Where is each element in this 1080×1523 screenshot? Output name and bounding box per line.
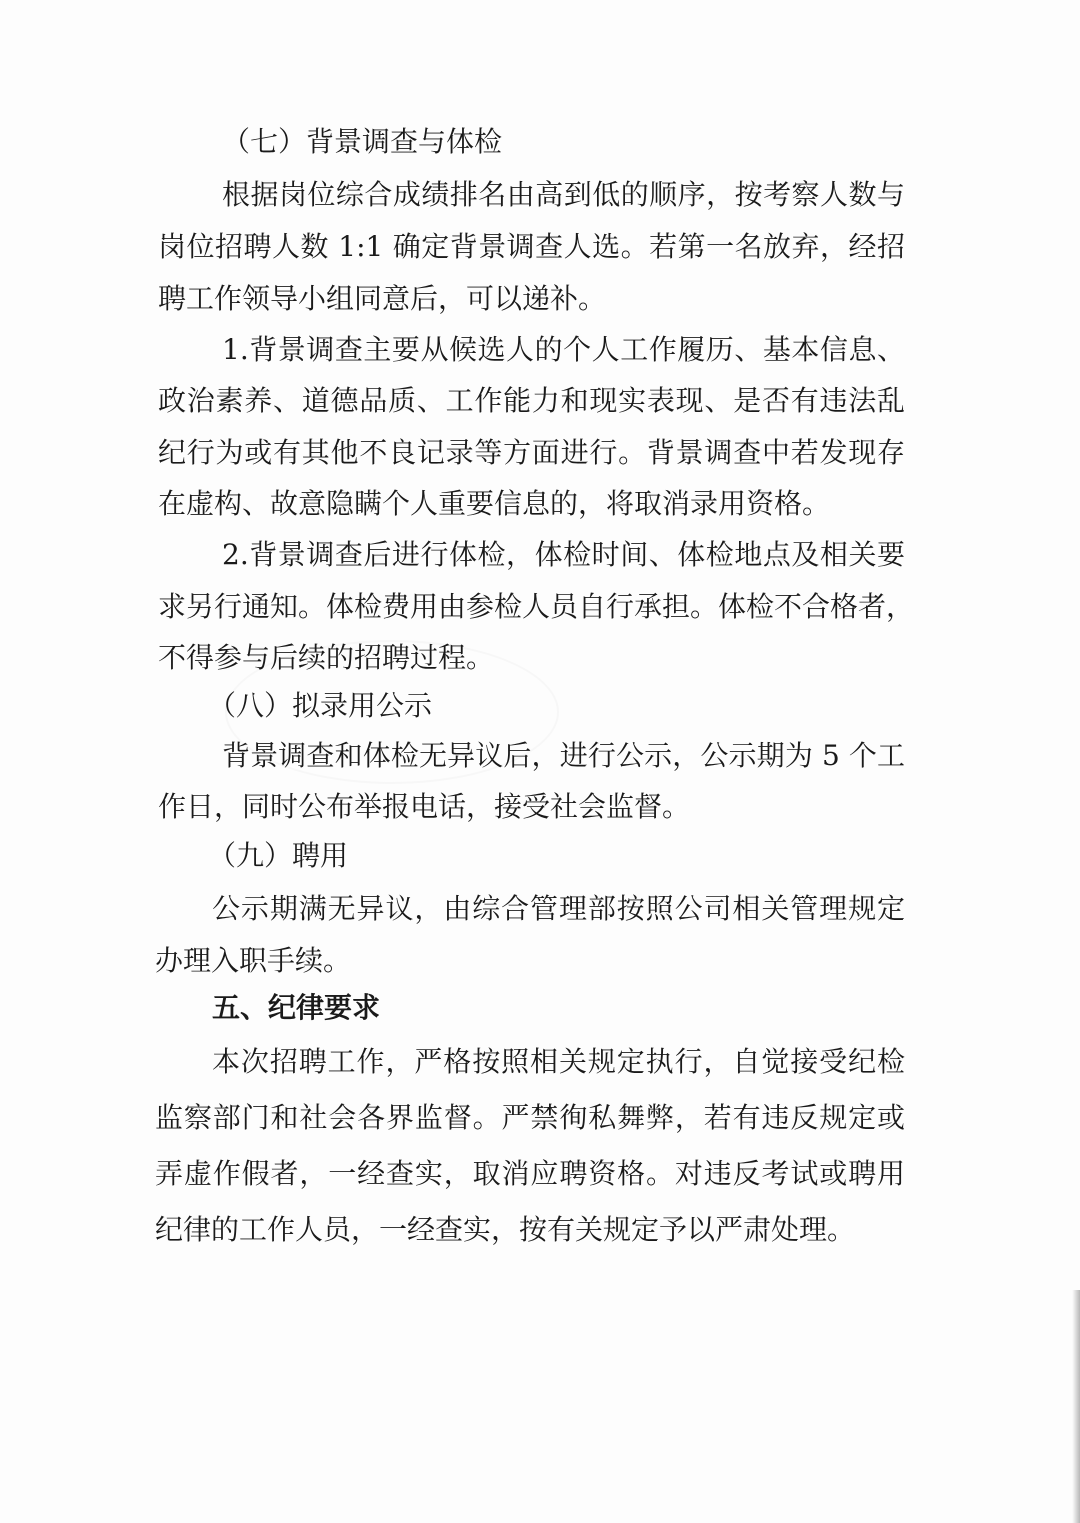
section-heading-background-check: （七）背景调查与体检 (222, 125, 503, 158)
paragraph-line: 公示期满无异议，由综合管理部按照公司相关管理规定 (212, 892, 905, 925)
paragraph-line: 作日，同时公布举报电话，接受社会监督。 (158, 790, 691, 823)
paragraph-line: 本次招聘工作，严格按照相关规定执行，自觉接受纪检 (212, 1045, 905, 1078)
section-heading-publicity: （八）拟录用公示 (208, 689, 433, 722)
section-heading-discipline: 五、纪律要求 (212, 991, 381, 1024)
section-heading-employment: （九）聘用 (208, 839, 349, 872)
paragraph-line: 2.背景调查后进行体检，体检时间、体检地点及相关要 (222, 538, 905, 571)
paragraph-line: 岗位招聘人数 1:1 确定背景调查人选。若第一名放弃，经招 (158, 230, 905, 263)
paragraph-line: 政治素养、道德品质、工作能力和现实表现、是否有违法乱 (158, 384, 905, 417)
paragraph-line: 纪律的工作人员，一经查实，按有关规定予以严肃处理。 (155, 1213, 856, 1246)
paragraph-line: 求另行通知。体检费用由参检人员自行承担。体检不合格者， (158, 590, 915, 623)
paragraph-line: 监察部门和社会各界监督。严禁徇私舞弊，若有违反规定或 (155, 1101, 905, 1134)
paragraph-line: 办理入职手续。 (155, 944, 352, 977)
page-edge-shadow (1072, 1290, 1080, 1523)
paragraph-line: 聘工作领导小组同意后，可以递补。 (158, 282, 607, 315)
paragraph-line: 纪行为或有其他不良记录等方面进行。背景调查中若发现存 (158, 436, 905, 469)
paragraph-line: 弄虚作假者，一经查实，取消应聘资格。对违反考试或聘用 (155, 1157, 905, 1190)
paragraph-line: 根据岗位综合成绩排名由高到低的顺序，按考察人数与 (222, 178, 905, 211)
paragraph-line: 不得参与后续的招聘过程。 (158, 641, 495, 674)
paragraph-line: 1.背景调查主要从候选人的个人工作履历、基本信息、 (222, 333, 905, 366)
paragraph-line: 背景调查和体检无异议后，进行公示，公示期为 5 个工 (222, 739, 905, 772)
paragraph-line: 在虚构、故意隐瞒个人重要信息的，将取消录用资格。 (158, 487, 831, 520)
